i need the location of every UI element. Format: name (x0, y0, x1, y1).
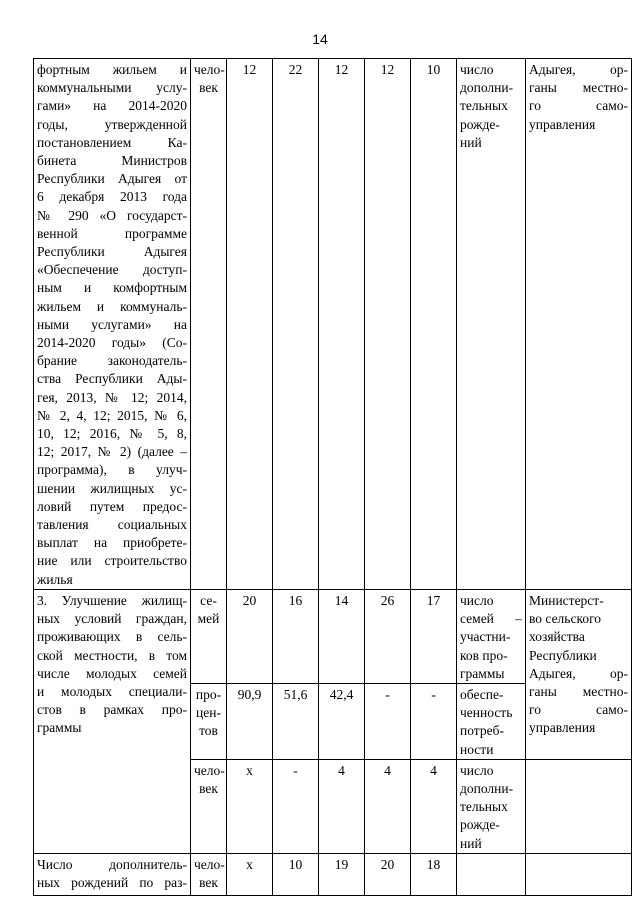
value-cell: 19 (319, 853, 365, 895)
value-cell: - (411, 683, 457, 759)
value-cell: 4 (319, 759, 365, 853)
value-cell: 4 (411, 759, 457, 853)
value-cell: - (365, 683, 411, 759)
value-cell: 10 (273, 853, 319, 895)
table-row (34, 59, 632, 590)
responsible-cell: Адыгея, ор- ганы местно- го само- управления (526, 59, 632, 590)
value-cell: 12 (227, 59, 273, 590)
table-row (34, 589, 632, 683)
indicator-cell: обеспе- ченность потреб- ности (457, 683, 526, 759)
responsible-cell (526, 759, 632, 853)
value-cell: 10 (411, 59, 457, 590)
indicator-cell: число дополни- тельных рожде- ний (457, 59, 526, 590)
measure-description: 3. Улучшение жилищ- ных условий граждан, проживающих в сель- ской местности, в том числе молодых семей и молодых специали- стов в рамках про- граммы (34, 589, 191, 853)
value-cell: - (273, 759, 319, 853)
indicator-cell (457, 853, 526, 895)
value-cell: 12 (319, 59, 365, 590)
value-cell: 16 (273, 589, 319, 683)
value-cell: 26 (365, 589, 411, 683)
value-cell: 18 (411, 853, 457, 895)
value-cell: 12 (365, 59, 411, 590)
value-cell: 20 (227, 589, 273, 683)
indicator-cell: число дополни- тельных рожде- ний (457, 759, 526, 853)
indicator-cell: число семей – участни- ков про- граммы (457, 589, 526, 683)
responsible-cell (526, 853, 632, 895)
program-indicators-table (33, 58, 632, 896)
value-cell: х (227, 759, 273, 853)
measure-description: фортным жильем и коммунальными услу- гами» на 2014-2020 годы, утвержденной постановлением Ка- бинета Министров Республики Адыгея от 6 декабря 2013 года № 290 «О государст- венной программе Республики Адыгея «Обеспечение доступ- ным и комфортным жильем и коммуналь- ными услугами» на 2014-2020 годы» (Со- брание законодатель- ства Республики Ады- гея, 2013, № 12; 2014, № 2, 4, 12; 2015, № 6, 10, 12; 2016, № 5, 8, 12; 2017, № 2) (далее – программа), в улуч- шении жилищных ус- ловий путем предос- тавления социальных выплат на приобрете- ние или строительство жилья (34, 59, 191, 590)
value-cell: 90,9 (227, 683, 273, 759)
unit-cell: чело- век (191, 853, 227, 895)
value-cell: 42,4 (319, 683, 365, 759)
unit-cell: чело- век (191, 759, 227, 853)
responsible-cell: Министерст- во сельского хозяйства Республики Адыгея, ор- ганы местно- го само- управления (526, 589, 632, 759)
value-cell: 20 (365, 853, 411, 895)
value-cell: 22 (273, 59, 319, 590)
unit-cell: се- мей (191, 589, 227, 683)
value-cell: 4 (365, 759, 411, 853)
table-row (34, 853, 632, 895)
value-cell: 14 (319, 589, 365, 683)
value-cell: х (227, 853, 273, 895)
value-cell: 17 (411, 589, 457, 683)
page-number: 14 (312, 31, 328, 47)
unit-cell: чело- век (191, 59, 227, 590)
unit-cell: про- цен- тов (191, 683, 227, 759)
value-cell: 51,6 (273, 683, 319, 759)
measure-description: Число дополнитель- ных рождений по раз- (34, 853, 191, 895)
